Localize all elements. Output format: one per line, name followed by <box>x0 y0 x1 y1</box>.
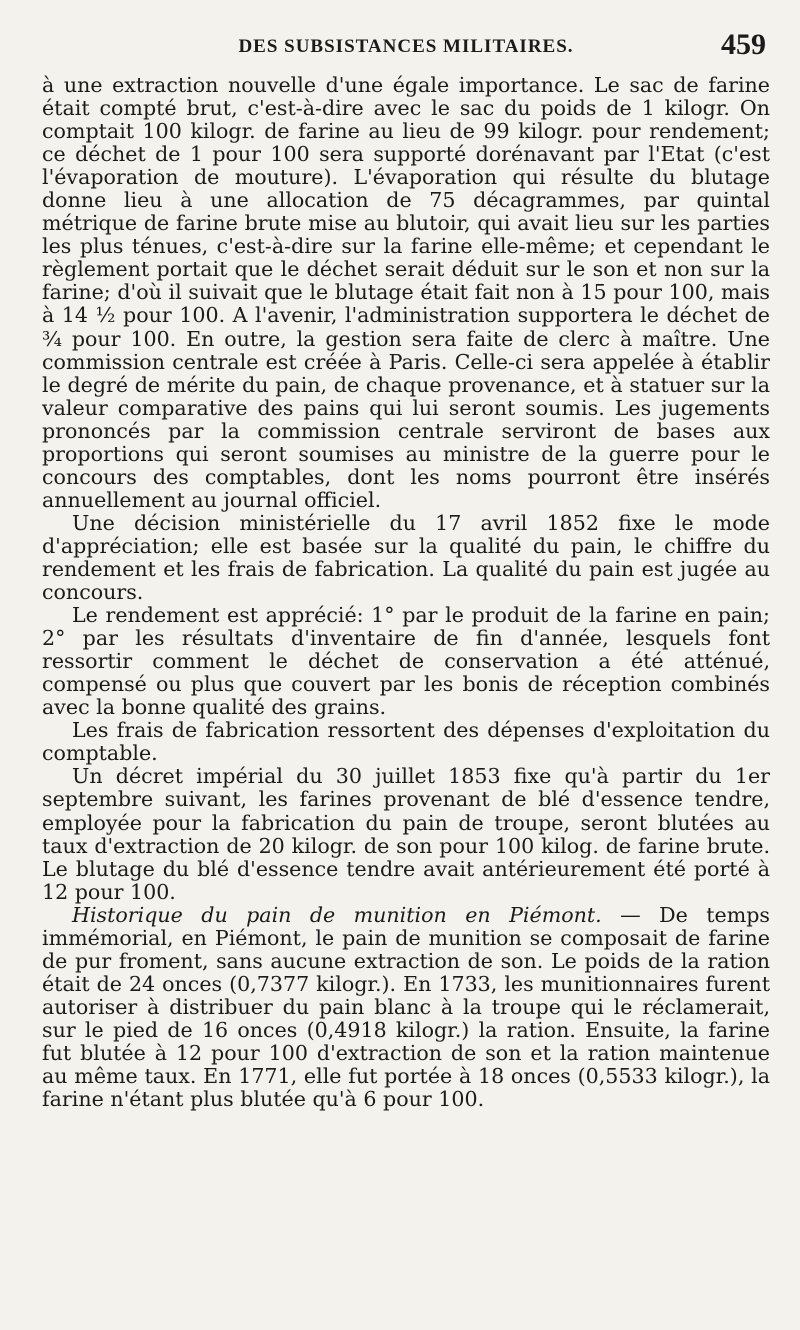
body-text <box>42 74 770 1111</box>
paragraph-3: Le rendement est apprécié: 1° par le produit de la farine en pain; 2° par les résultats d'inventaire de fin d'année, lesquels font ressortir comment le déchet de conservation a été atténué, compensé ou plus que couvert par les bonis de réception combinés avec la bonne qualité des grains. <box>42 603 770 720</box>
paragraph-6 <box>42 904 770 1111</box>
paragraph-2: Une décision ministérielle du 17 avril 1852 fixe le mode d'appréciation; elle est basée sur la qualité du pain, le chiffre du rendement et les frais de fabrication. La qualité du pain est jugée au concours. <box>42 510 770 605</box>
section-heading-italic: Historique du pain de munition en Piémont. <box>72 902 602 927</box>
page-number: 459 <box>721 28 766 61</box>
paragraph-6-text: — De temps immémorial, en Piémont, le pain de munition se composait de farine de pur froment, sans aucune extraction de son. Le poids de la ration était de 24 onces (0,7377 kilogr.). En 1733, les munitionnaires furent autoriser à distribuer du pain blanc à la troupe qui le réclamerait, sur le pied de 16 onces (0,4918 kilogr.) la ration. Ensuite, la farine fut blutée à 12 pour 100 d'extraction de son et la ration maintenue au même taux. En 1771, elle fut portée à 18 onces (0,5533 kilogr.), la farine n'étant plus blutée qu'à 6 pour 100. <box>42 902 770 1112</box>
running-title: DES SUBSISTANCES MILITAIRES. <box>238 36 574 57</box>
running-header <box>42 30 770 74</box>
paragraph-1: à une extraction nouvelle d'une égale importance. Le sac de farine était compté brut, c'est-à-dire avec le sac du poids de 1 kilogr. On comptait 100 kilogr. de farine au lieu de 99 kilogr. pour rendement; ce déchet de 1 pour 100 sera supporté dorénavant par l'Etat (c'est l'évaporation de mouture). L'évaporation qui résulte du blutage donne lieu à une allocation de 75 décagrammes, par quintal métrique de farine brute mise au blutoir, qui avait lieu sur les parties les plus ténues, c'est-à-dire sur la farine elle-même; et cependant le règlement portait que le déchet serait déduit sur le son et non sur la farine; d'où il suivait que le blutage était fait non à 15 pour 100, mais à 14 ½ pour 100. A l'avenir, l'administration supportera le déchet de ¾ pour 100. En outre, la gestion sera faite de clerc à maître. Une commission centrale est créée à Paris. Celle-ci sera appelée à établir le degré de mérite du pain, de chaque provenance, et à statuer sur la valeur comparative des pains qui lui seront soumis. Les jugements prononcés par la commission centrale serviront de bases aux proportions qui seront soumises au ministre de la guerre pour le concours des comptables, dont les noms pourront être insérés annuellement au journal officiel. <box>42 73 770 512</box>
paragraph-5: Un décret impérial du 30 juillet 1853 fixe qu'à partir du 1er septembre suivant, les farines provenant de blé d'essence tendre, employée pour la fabrication du pain de troupe, seront blutées au taux d'extraction de 20 kilogr. de son pour 100 kilog. de farine brute. Le blutage du blé d'essence tendre avait antérieurement été porté à 12 pour 100. <box>42 764 770 904</box>
paragraph-4: Les frais de fabrication ressortent des dépenses d'exploitation du comptable. <box>42 718 770 766</box>
